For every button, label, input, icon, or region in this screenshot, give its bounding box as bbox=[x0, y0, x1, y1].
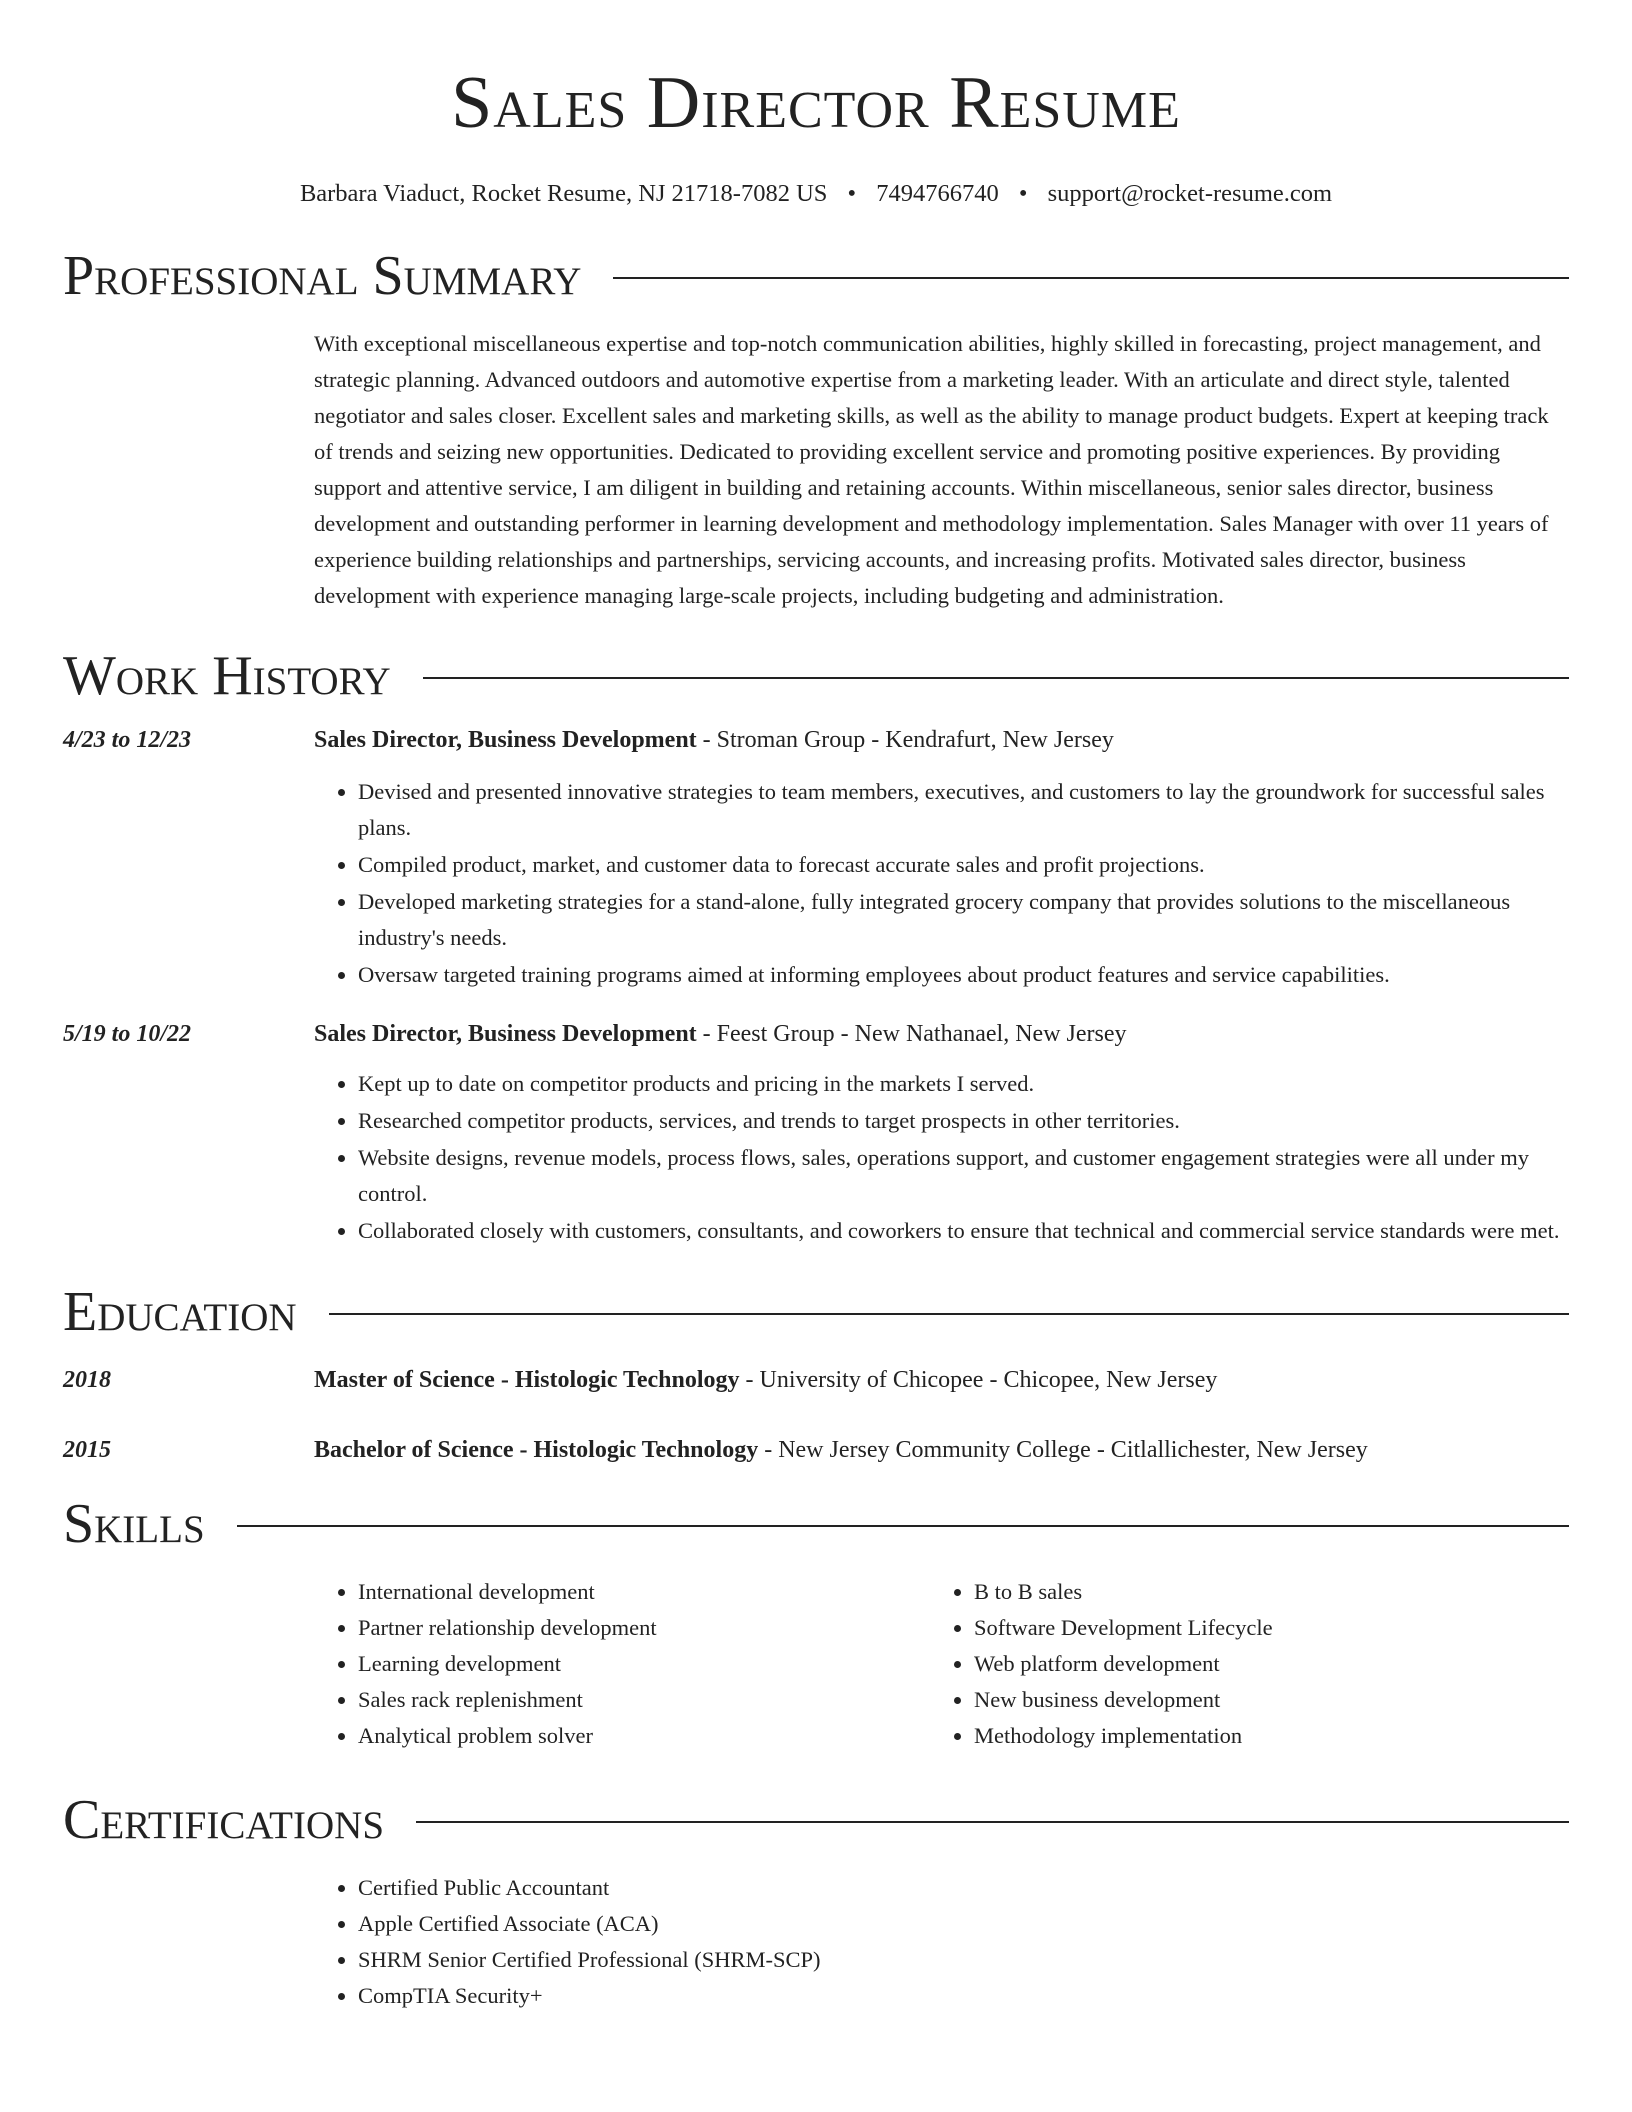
phone: 7494766740 bbox=[876, 180, 999, 207]
list-item: • Apple Certified Associate (ACA) bbox=[358, 1906, 1569, 1942]
list-item: • Software Development Lifecycle bbox=[974, 1610, 1273, 1646]
separator-dot: • bbox=[1018, 180, 1028, 207]
skills-column-1 bbox=[314, 1574, 930, 1754]
education-year: 2015 bbox=[63, 1437, 111, 1463]
list-item: • B to B sales bbox=[974, 1574, 1273, 1610]
education-degree: Bachelor of Science - Histologic Technology bbox=[314, 1437, 759, 1463]
education-details: - New Jersey Community College - Citlallichester, New Jersey bbox=[758, 1437, 1368, 1463]
list-item: • Kept up to date on competitor products and pricing in the markets I served. bbox=[358, 1066, 1569, 1102]
list-item: • Website designs, revenue models, process flows, sales, operations support, and customer engagement strategies were all under my control. bbox=[358, 1140, 1569, 1212]
list-item: • CompTIA Security+ bbox=[358, 1978, 1569, 2014]
address: Barbara Viaduct, Rocket Resume, NJ 21718-7082 US bbox=[299, 180, 828, 207]
education-year: 2018 bbox=[63, 1367, 111, 1393]
section-header-work-history bbox=[63, 644, 1569, 708]
email: support@rocket-resume.com bbox=[1047, 180, 1333, 207]
section-header-skills bbox=[63, 1492, 1569, 1556]
education-entry bbox=[63, 1364, 1569, 1396]
job-entry bbox=[63, 724, 1569, 994]
separator-dot: • bbox=[847, 180, 857, 207]
list-item: • Learning development bbox=[358, 1646, 930, 1682]
job-details: - Feest Group - New Nathanael, New Jersey bbox=[696, 1021, 1127, 1047]
job-heading bbox=[314, 1018, 1569, 1050]
job-entry bbox=[63, 1018, 1569, 1250]
job-bullets bbox=[314, 774, 1569, 993]
education-degree: Master of Science - Histologic Technology bbox=[314, 1367, 740, 1393]
list-item: • Analytical problem solver bbox=[358, 1718, 930, 1754]
list-item: • Compiled product, market, and customer data to forecast accurate sales and profit projections. bbox=[358, 847, 1569, 883]
section-title: Skills bbox=[63, 1493, 205, 1555]
page-title: Sales Director Resume bbox=[451, 62, 1181, 144]
summary-text: With exceptional miscellaneous expertise and top-notch communication abilities, highly skilled in forecasting, project management, and strategic planning. Advanced outdoors and automotive expertise from a marketing leader. With an articulate and direct style, talented negotiator and sales closer. Excellent sales and marketing skills, as well as the ability to manage product budgets. Expert at keeping track of trends and seizing new opportunities. Dedicated to providing excellent service and promoting positive experiences. By providing support and attentive service, I am diligent in building and retaining accounts. Within miscellaneous, senior sales director, business development and outstanding performer in learning development and methodology implementation. Sales Manager with over 11 years of experience building relationships and partnerships, servicing accounts, and increasing profits. Motivated sales director, business development with experience managing large-scale projects, including budgeting and administration. bbox=[314, 331, 1549, 608]
list-item: • Partner relationship development bbox=[358, 1610, 930, 1646]
section-divider bbox=[329, 1313, 1569, 1315]
list-item: • International development bbox=[358, 1574, 930, 1610]
certifications-list bbox=[314, 1870, 1569, 2014]
list-item: • New business development bbox=[974, 1682, 1273, 1718]
job-details: - Stroman Group - Kendrafurt, New Jersey bbox=[696, 727, 1114, 753]
job-dates: 5/19 to 10/22 bbox=[63, 1021, 192, 1047]
list-item: • Web platform development bbox=[974, 1646, 1273, 1682]
section-title: Work History bbox=[63, 645, 391, 707]
section-header-summary bbox=[63, 244, 1569, 308]
certifications-items bbox=[314, 1870, 1569, 2014]
list-item: • Methodology implementation bbox=[974, 1718, 1273, 1754]
section-title: Professional Summary bbox=[63, 245, 582, 307]
education-details: - University of Chicopee - Chicopee, New Jersey bbox=[739, 1367, 1218, 1393]
section-header-certifications bbox=[63, 1788, 1569, 1852]
list-item: • SHRM Senior Certified Professional (SHRM-SCP) bbox=[358, 1942, 1569, 1978]
education-entry bbox=[63, 1434, 1569, 1466]
job-heading bbox=[314, 724, 1569, 756]
job-role: Sales Director, Business Development bbox=[314, 1021, 697, 1047]
section-divider bbox=[613, 277, 1569, 279]
job-bullets bbox=[314, 1066, 1569, 1249]
section-divider bbox=[423, 677, 1569, 679]
section-divider bbox=[237, 1525, 1569, 1527]
contact-line bbox=[63, 178, 1569, 210]
list-item: • Devised and presented innovative strategies to team members, executives, and customers to lay the groundwork for successful sales plans. bbox=[358, 774, 1569, 846]
job-role: Sales Director, Business Development bbox=[314, 727, 697, 753]
skills-column-2 bbox=[930, 1574, 1273, 1754]
section-divider bbox=[416, 1821, 1569, 1823]
section-title: Certifications bbox=[63, 1789, 385, 1851]
list-item: • Collaborated closely with customers, consultants, and coworkers to ensure that technical and commercial service standards were met. bbox=[358, 1213, 1569, 1249]
list-item: • Sales rack replenishment bbox=[358, 1682, 930, 1718]
skills-list bbox=[314, 1574, 1569, 1754]
list-item: • Researched competitor products, services, and trends to target prospects in other territories. bbox=[358, 1103, 1569, 1139]
list-item: • Oversaw targeted training programs aimed at informing employees about product features and service capabilities. bbox=[358, 957, 1569, 993]
list-item: • Certified Public Accountant bbox=[358, 1870, 1569, 1906]
section-title: Education bbox=[63, 1281, 297, 1343]
job-dates: 4/23 to 12/23 bbox=[63, 727, 192, 753]
section-header-education bbox=[63, 1280, 1569, 1344]
list-item: • Developed marketing strategies for a stand-alone, fully integrated grocery company that provides solutions to the miscellaneous industry's needs. bbox=[358, 884, 1569, 956]
